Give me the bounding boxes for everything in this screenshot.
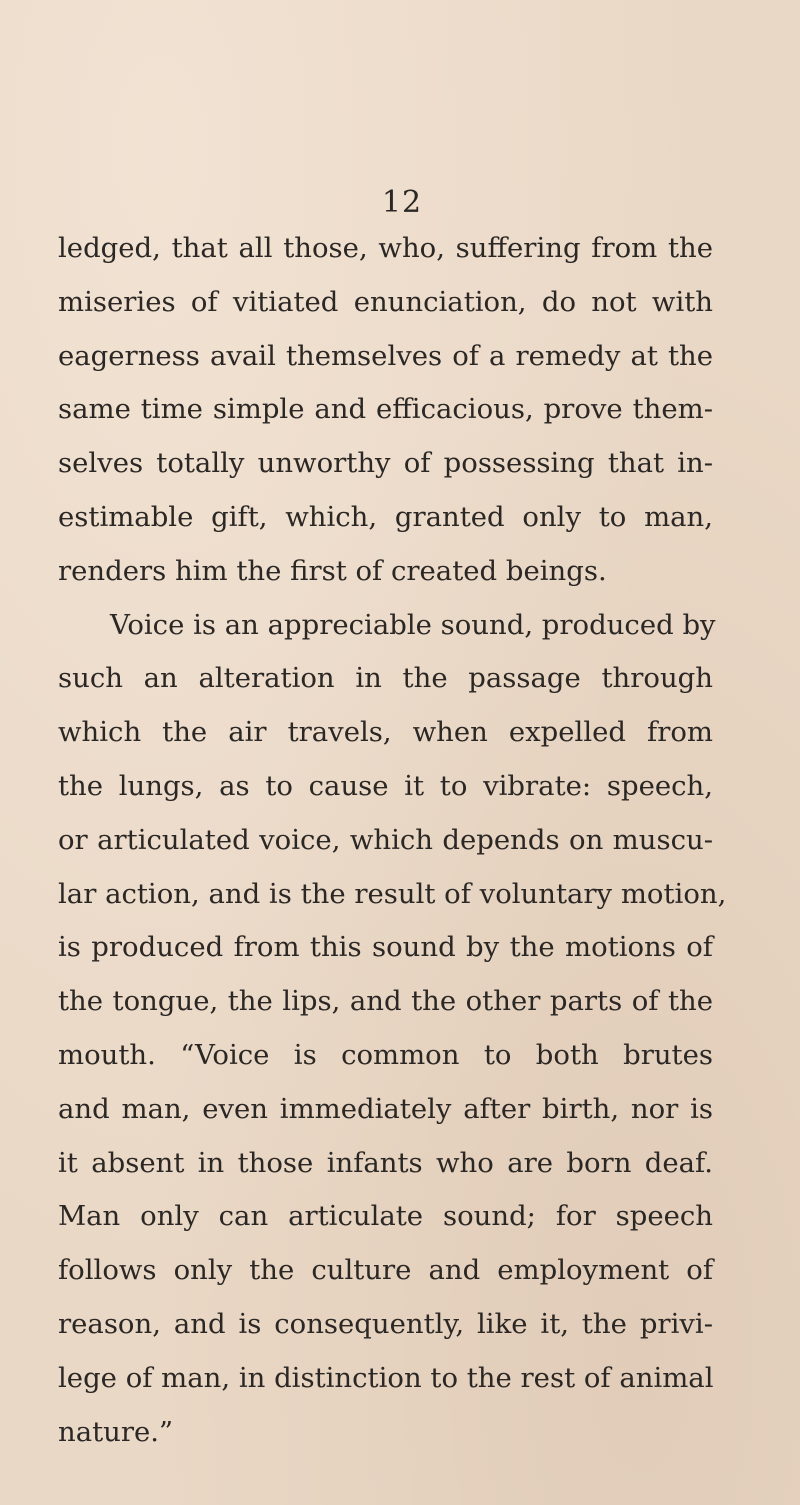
- text-line: or articulated voice, which depends on muscu-: [58, 823, 713, 856]
- text-line: ledged, that all those, who, suffering from the: [58, 232, 713, 264]
- text-line: renders him the first of created beings.: [58, 554, 607, 587]
- text-line: is produced from this sound by the motions of: [58, 931, 713, 964]
- text-line: it absent in those infants who are born deaf.: [58, 1146, 713, 1179]
- text-line: such an alteration in the passage through: [58, 662, 713, 695]
- text-line: mouth. “Voice is common to both brutes: [58, 1038, 713, 1071]
- page-number: 12: [381, 185, 423, 220]
- text-line: reason, and is consequently, like it, the privi-: [58, 1307, 713, 1340]
- text-line: selves totally unworthy of possessing that in-: [58, 447, 713, 480]
- text-line: the lungs, as to cause it to vibrate: speech,: [58, 769, 713, 802]
- text-line: Man only can articulate sound; for speech: [58, 1200, 713, 1233]
- text-line: and man, even immediately after birth, nor is: [58, 1092, 713, 1125]
- text-line: the tongue, the lips, and the other parts of the: [58, 985, 713, 1018]
- body-text: [58, 222, 727, 1459]
- text-line: miseries of vitiated enunciation, do not with: [58, 285, 713, 318]
- text-line: lar action, and is the result of voluntary motion,: [58, 877, 727, 910]
- text-line: follows only the culture and employment of: [58, 1254, 713, 1287]
- text-line: estimable gift, which, granted only to man,: [58, 500, 713, 533]
- text-line: Voice is an appreciable sound, produced by: [110, 608, 716, 641]
- text-line: same time simple and efficacious, prove them-: [58, 393, 713, 426]
- text-line: nature.”: [58, 1415, 174, 1448]
- text-line: eagerness avail themselves of a remedy at the: [58, 339, 713, 372]
- text-line: lege of man, in distinction to the rest of animal: [58, 1361, 714, 1394]
- text-line: which the air travels, when expelled from: [58, 716, 713, 749]
